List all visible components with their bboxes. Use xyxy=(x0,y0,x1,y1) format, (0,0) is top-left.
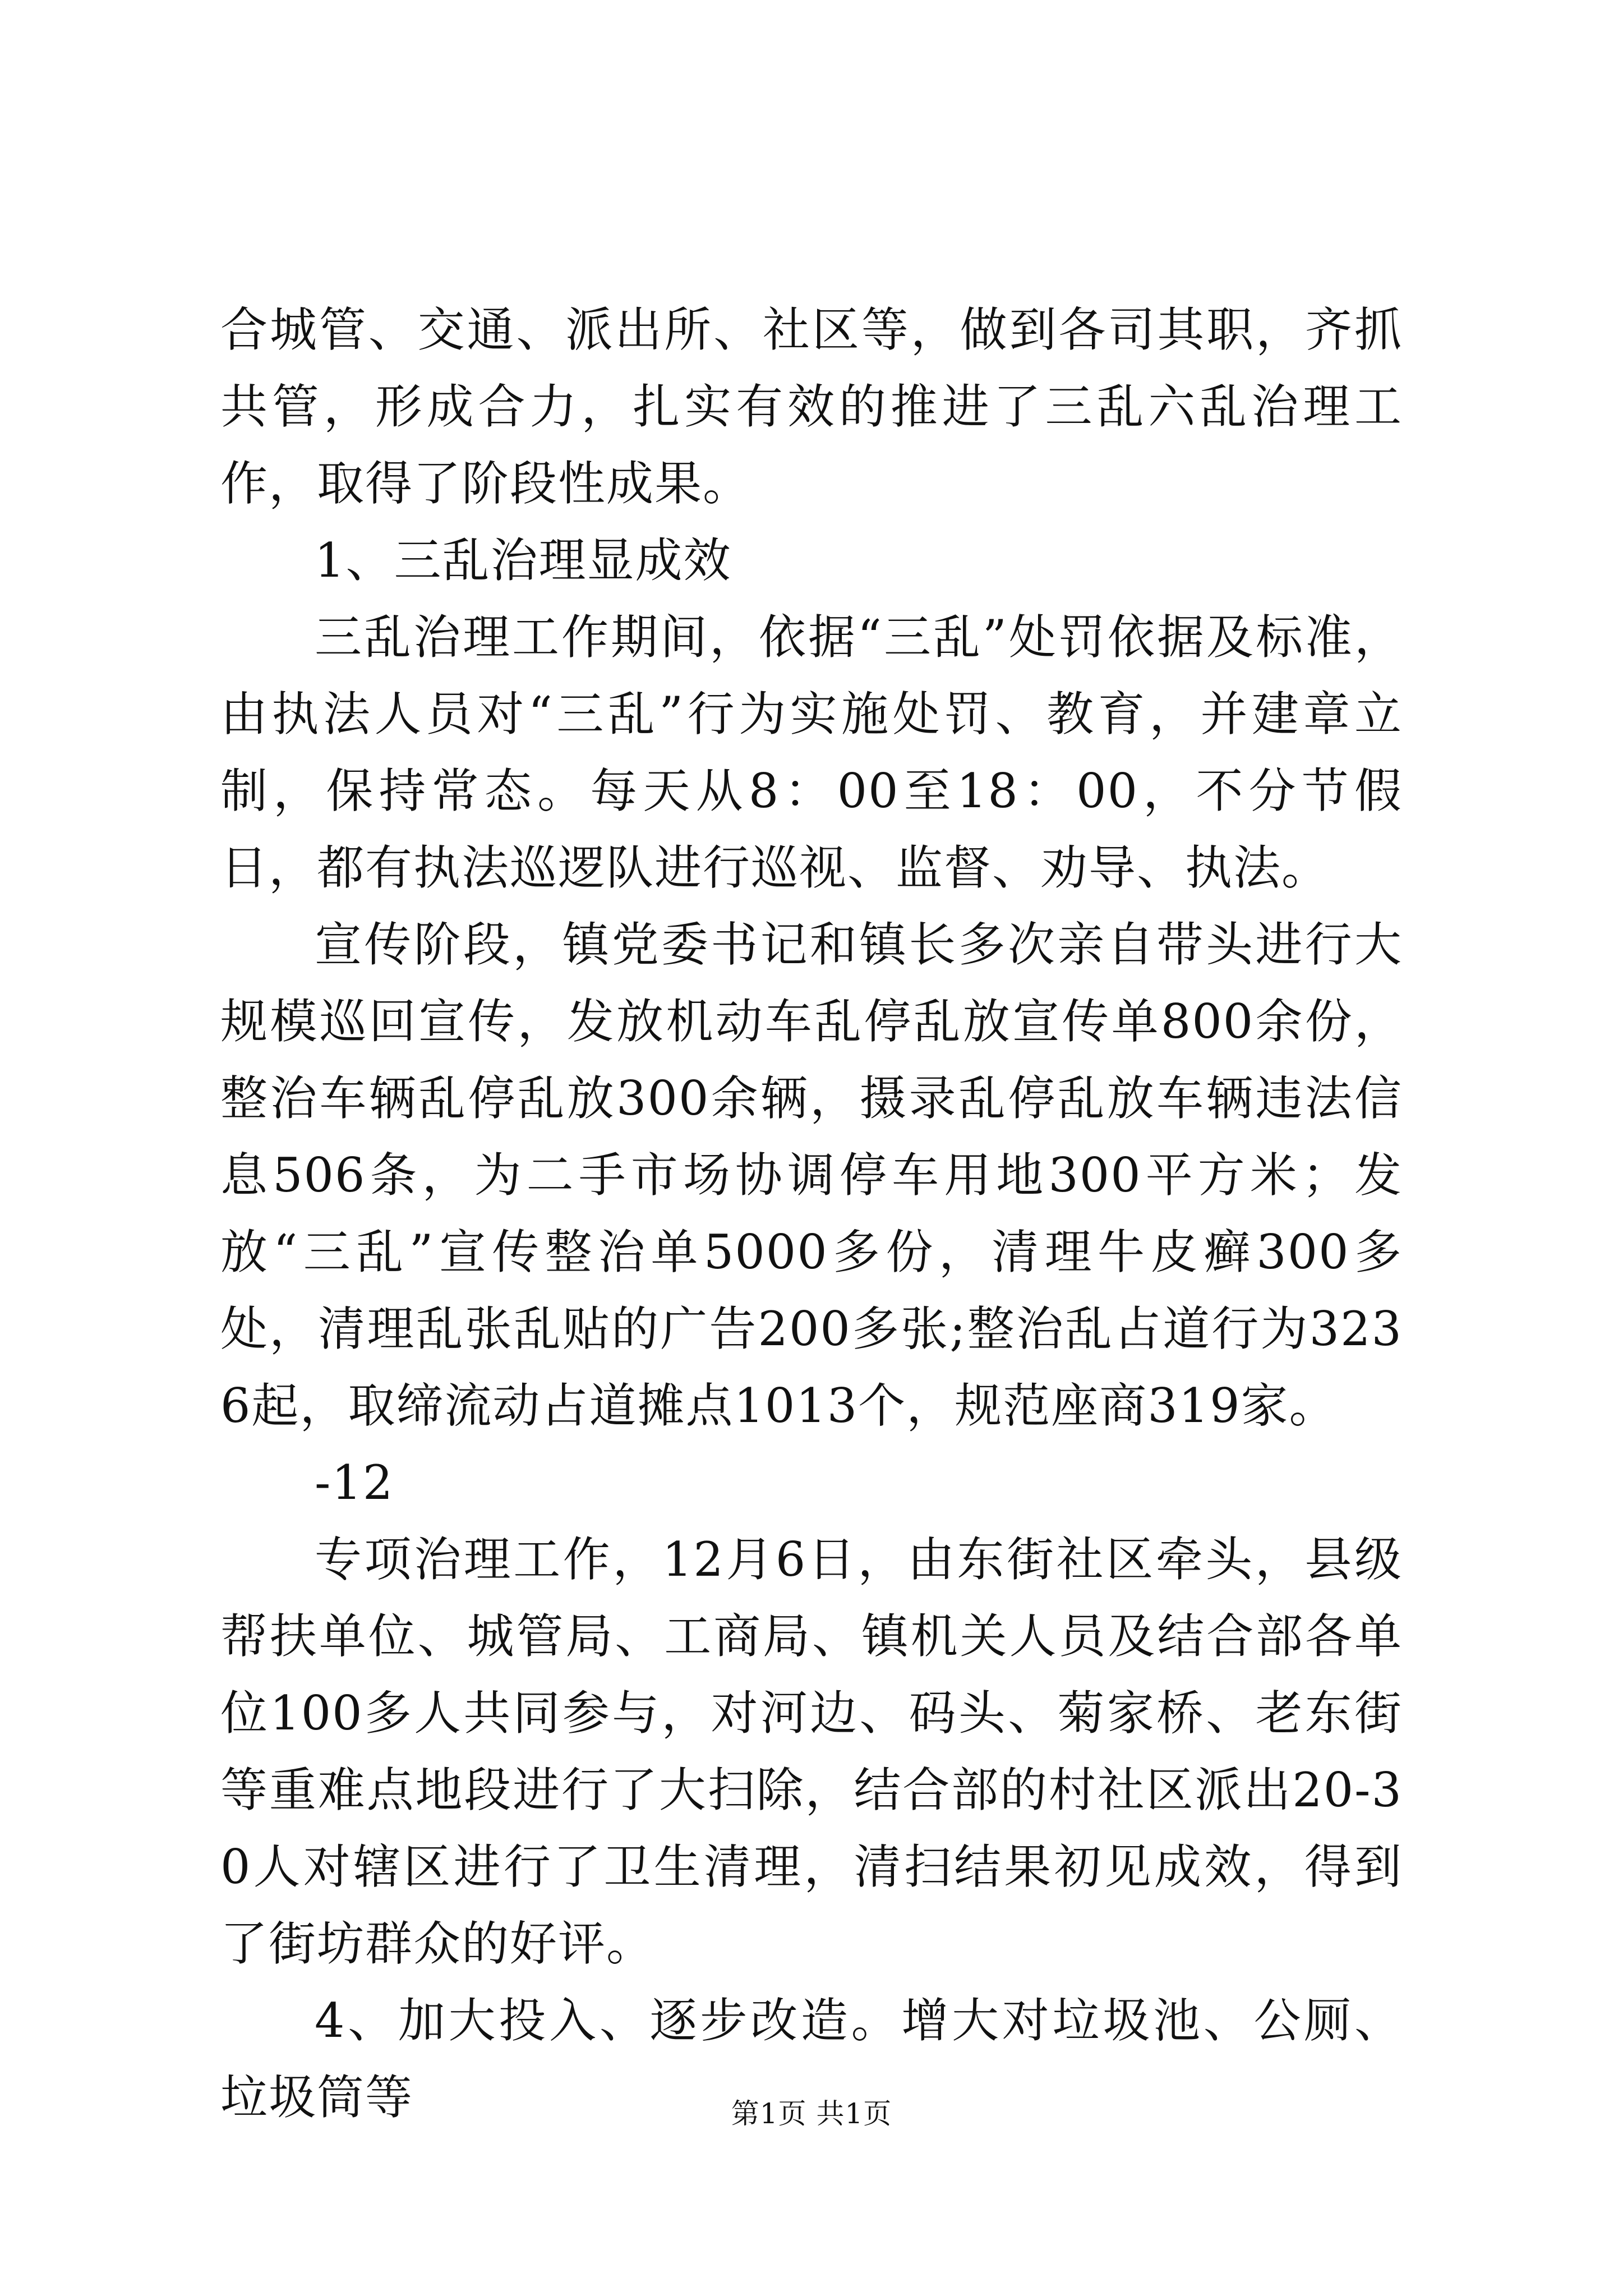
paragraph-special-cleanup: 专项治理工作，12月6日，由东街社区牵头，县级帮扶单位、城管局、工商局、镇机关人员及结合部各单位100多人共同参与，对河边、码头、菊家桥、老东街等重难点地段进行了大扫除，结合部的村社区派出20-30人对辖区进行了卫生清理，清扫结果初见成效，得到了街坊群众的好评。 xyxy=(220,1532,1403,1971)
paragraph-continued: 合城管、交通、派出所、社区等，做到各司其职，齐抓共管，形成合力，扎实有效的推进了三乱六乱治理工作，取得了阶段性成果。 xyxy=(220,302,1403,511)
paragraph-publicity: 宣传阶段，镇党委书记和镇长多次亲自带头进行大规模巡回宣传，发放机动车乱停乱放宣传单800余份，整治车辆乱停乱放300余辆，摄录乱停乱放车辆违法信息506条，为二手市场协调停车用地300平方米；发放“三乱”宣传整治单5000多份，清理牛皮癣300多处，清理乱张乱贴的广告200多张;整治乱占道行为3236起，取缔流动占道摊点1013个，规范座商319家。 xyxy=(220,917,1403,1433)
page-footer: 第1页 共1页 xyxy=(731,2097,892,2130)
paragraph-enforcement: 三乱治理工作期间，依据“三乱”处罚依据及标准，由执法人员对“三乱”行为实施处罚、教育，并建章立制，保持常态。每天从8：00至18：00，不分节假日，都有执法巡逻队进行巡视、监督、劝导、执法。 xyxy=(220,610,1403,895)
document-body xyxy=(220,292,1403,2136)
paragraph-marker: -12 xyxy=(315,1455,394,1510)
section-heading-sanluan: 1、三乱治理显成效 xyxy=(315,533,732,588)
paragraph-investment: 4、加大投入、逐步改造。增大对垃圾池、公厕、垃圾筒等 xyxy=(220,1993,1403,2125)
